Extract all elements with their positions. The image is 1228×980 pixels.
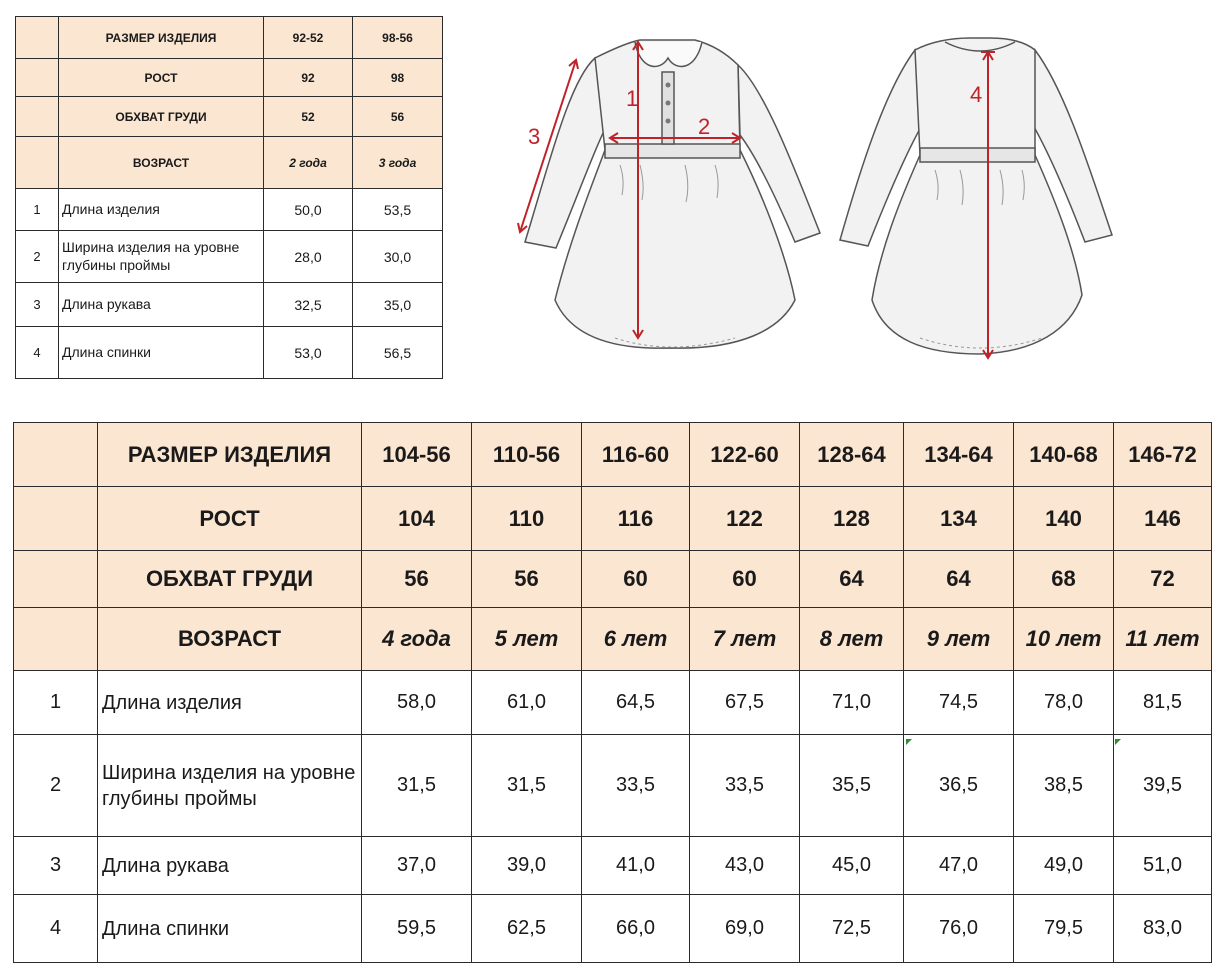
header-corner-cell [16,97,59,137]
header-value-cell: 116-60 [582,423,690,487]
measure-label-cell: Длина спинки [98,895,362,963]
measure-label-cell: Длина рукава [59,283,264,327]
header-value-cell: 2 года [264,137,353,189]
header-value-cell: 116 [582,487,690,551]
big_table-header-row [14,551,1212,608]
header-value-cell: 140-68 [1014,423,1114,487]
measure-value-cell: 33,5 [690,735,800,837]
measure-label-cell: Длина изделия [98,671,362,735]
header-value-cell: 4 года [362,608,472,671]
header-corner-cell [14,423,98,487]
measure-value-cell: 49,0 [1014,837,1114,895]
big_table-header-row [14,608,1212,671]
header-value-cell: 146-72 [1114,423,1212,487]
small_table-header-row [16,137,443,189]
measure-number-cell: 4 [16,327,59,379]
measure-value-cell: 83,0 [1114,895,1212,963]
measure-value-cell: 78,0 [1014,671,1114,735]
header-value-cell: 146 [1114,487,1212,551]
measure-value-cell: 76,0 [904,895,1014,963]
small_table-header-row [16,97,443,137]
measure-number-cell: 1 [14,671,98,735]
measure-number-cell: 3 [14,837,98,895]
header-corner-cell [14,551,98,608]
measure-value-cell: 36,5 [904,735,1014,837]
small-size-table [15,16,443,379]
measure-value-cell: 33,5 [582,735,690,837]
measure-value-cell: 53,0 [264,327,353,379]
small_table-measure-row [16,283,443,327]
measure-value-cell: 59,5 [362,895,472,963]
header-value-cell: 98-56 [353,17,443,59]
measure-value-cell: 62,5 [472,895,582,963]
header-label-cell: РАЗМЕР ИЗДЕЛИЯ [59,17,264,59]
measure-value-cell: 30,0 [353,231,443,283]
header-label-cell: РАЗМЕР ИЗДЕЛИЯ [98,423,362,487]
measure-number-cell: 1 [16,189,59,231]
small_table-header-row [16,17,443,59]
header-corner-cell [16,17,59,59]
header-value-cell: 128 [800,487,904,551]
header-label-cell: ВОЗРАСТ [98,608,362,671]
small_table-measure-row [16,189,443,231]
header-value-cell: 7 лет [690,608,800,671]
header-value-cell: 56 [353,97,443,137]
header-value-cell: 134 [904,487,1014,551]
big-size-table [13,422,1212,963]
small_table-measure-row [16,231,443,283]
measure-value-cell: 31,5 [362,735,472,837]
header-label-cell: ВОЗРАСТ [59,137,264,189]
measure-value-cell: 39,5 [1114,735,1212,837]
measure-value-cell: 79,5 [1014,895,1114,963]
header-value-cell: 5 лет [472,608,582,671]
header-value-cell: 64 [800,551,904,608]
measure-label-cell: Длина изделия [59,189,264,231]
small_table-header-row [16,59,443,97]
measure-value-cell: 41,0 [582,837,690,895]
header-corner-cell [14,487,98,551]
marker-3: 3 [528,124,541,149]
header-value-cell: 98 [353,59,443,97]
header-value-cell: 104-56 [362,423,472,487]
front-view-dress [525,40,820,348]
measure-value-cell: 71,0 [800,671,904,735]
measure-label-cell: Ширина изделия на уровне глубины проймы [59,231,264,283]
measure-number-cell: 2 [16,231,59,283]
header-value-cell: 52 [264,97,353,137]
header-value-cell: 68 [1014,551,1114,608]
header-label-cell: РОСТ [98,487,362,551]
measure-number-cell: 2 [14,735,98,837]
measure-value-cell: 45,0 [800,837,904,895]
small_table-measure-row [16,327,443,379]
header-label-cell: ОБХВАТ ГРУДИ [98,551,362,608]
measure-value-cell: 37,0 [362,837,472,895]
header-value-cell: 3 года [353,137,443,189]
measure-value-cell: 67,5 [690,671,800,735]
big_table-header-row [14,423,1212,487]
measure-value-cell: 43,0 [690,837,800,895]
measure-value-cell: 69,0 [690,895,800,963]
measure-value-cell: 58,0 [362,671,472,735]
header-value-cell: 110-56 [472,423,582,487]
header-label-cell: ОБХВАТ ГРУДИ [59,97,264,137]
header-value-cell: 122 [690,487,800,551]
measure-value-cell: 81,5 [1114,671,1212,735]
measure-value-cell: 61,0 [472,671,582,735]
measure-value-cell: 35,5 [800,735,904,837]
big_table-measure-row [14,671,1212,735]
header-value-cell: 11 лет [1114,608,1212,671]
measure-value-cell: 32,5 [264,283,353,327]
header-corner-cell [14,608,98,671]
marker-2: 2 [698,114,711,139]
measure-number-cell: 3 [16,283,59,327]
big_table-header-row [14,487,1212,551]
header-value-cell: 6 лет [582,608,690,671]
header-value-cell: 134-64 [904,423,1014,487]
marker-4: 4 [970,82,983,107]
measure-label-cell: Длина спинки [59,327,264,379]
header-value-cell: 56 [362,551,472,608]
measure-value-cell: 38,5 [1014,735,1114,837]
marker-1: 1 [626,86,639,111]
cell-marker-tick [906,739,912,745]
header-corner-cell [16,137,59,189]
header-value-cell: 92 [264,59,353,97]
header-value-cell: 72 [1114,551,1212,608]
measure-label-cell: Ширина изделия на уровне глубины проймы [98,735,362,837]
big_table-measure-row [14,895,1212,963]
measure-value-cell: 39,0 [472,837,582,895]
header-value-cell: 92-52 [264,17,353,59]
cell-marker-tick [1115,739,1121,745]
header-value-cell: 56 [472,551,582,608]
measure-value-cell: 64,5 [582,671,690,735]
header-value-cell: 8 лет [800,608,904,671]
measure-value-cell: 31,5 [472,735,582,837]
big_table-measure-row [14,837,1212,895]
measure-value-cell: 56,5 [353,327,443,379]
measure-value-cell: 66,0 [582,895,690,963]
header-value-cell: 110 [472,487,582,551]
measure-value-cell: 51,0 [1114,837,1212,895]
header-value-cell: 10 лет [1014,608,1114,671]
header-value-cell: 60 [690,551,800,608]
measure-value-cell: 50,0 [264,189,353,231]
measure-value-cell: 47,0 [904,837,1014,895]
measure-label-cell: Длина рукава [98,837,362,895]
header-value-cell: 64 [904,551,1014,608]
header-corner-cell [16,59,59,97]
measure-value-cell: 74,5 [904,671,1014,735]
measure-value-cell: 53,5 [353,189,443,231]
header-value-cell: 9 лет [904,608,1014,671]
header-label-cell: РОСТ [59,59,264,97]
big_table-measure-row [14,735,1212,837]
header-value-cell: 104 [362,487,472,551]
measure-value-cell: 28,0 [264,231,353,283]
measure-value-cell: 72,5 [800,895,904,963]
header-value-cell: 122-60 [690,423,800,487]
header-value-cell: 128-64 [800,423,904,487]
measure-value-cell: 35,0 [353,283,443,327]
dress-sketches [490,20,1210,380]
header-value-cell: 140 [1014,487,1114,551]
header-value-cell: 60 [582,551,690,608]
measure-number-cell: 4 [14,895,98,963]
